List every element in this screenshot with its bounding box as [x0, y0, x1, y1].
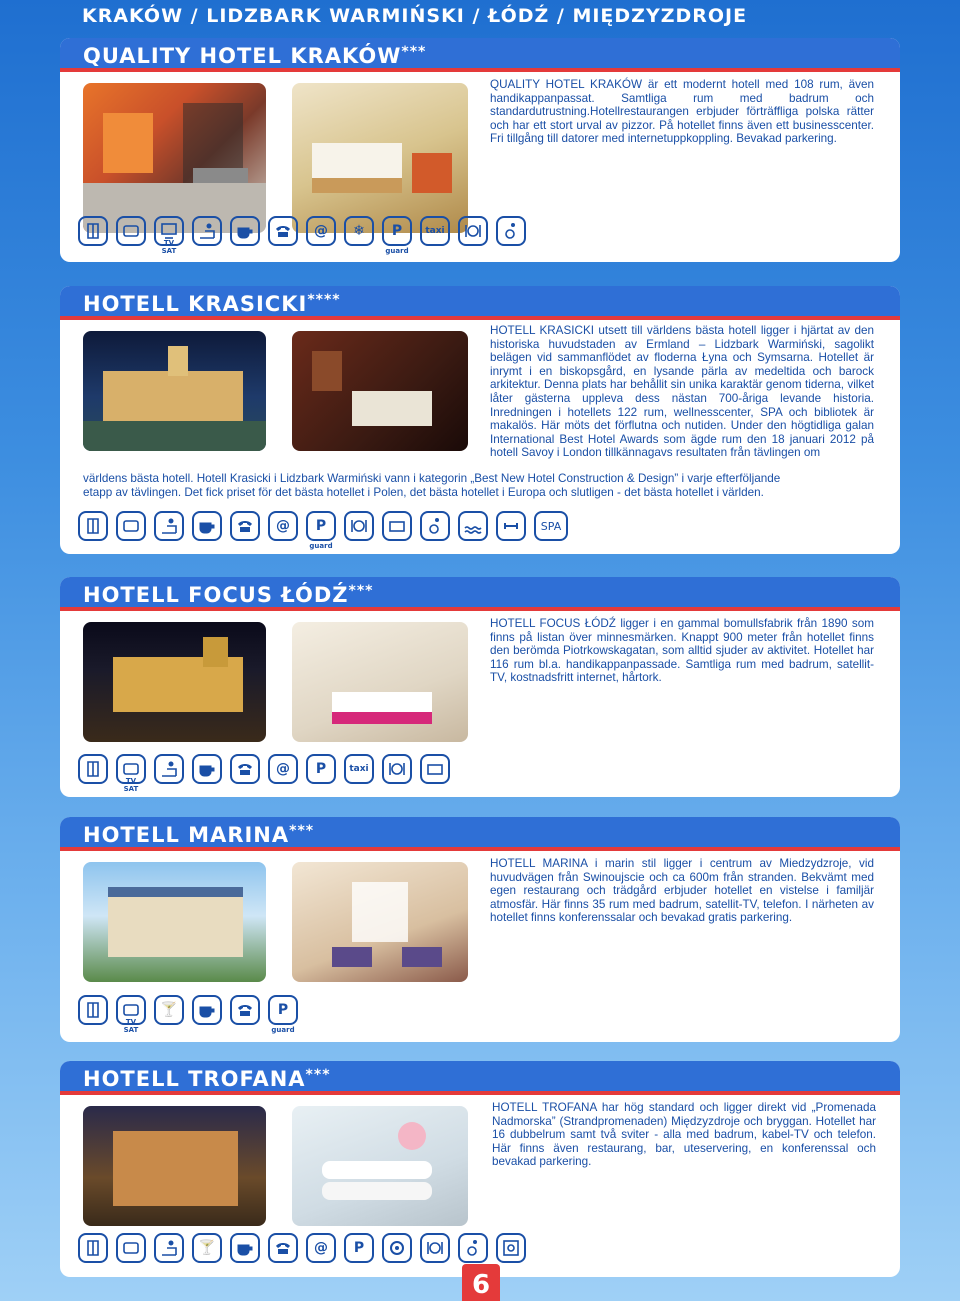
- coffee-icon: [192, 511, 222, 541]
- safe-icon: [496, 1233, 526, 1263]
- amenity-icons: [78, 995, 298, 1034]
- computer-icon: [154, 216, 184, 255]
- coffee-icon: [192, 995, 222, 1025]
- room-illustration: [292, 83, 468, 233]
- tv-sat-label: TV SAT: [123, 777, 139, 793]
- hotel-description: HOTELL MARINA i marin stil ligger i centrum av Miedzydzroje, vid huvudvägen från Swinoujscie och ca 600m från stranden. Bekvämt med egen restaurang och trädgård erbjuder hotellet en vistelse i familjär atmosfär. Här finns 35 rum med badrum, satellit-TV, telefon. I närheten av hotellet finns konferenssalar och bevakad gratis parkering.: [490, 857, 874, 925]
- wheelchair-icon: [458, 1233, 488, 1263]
- restaurant-icon: [420, 1233, 450, 1263]
- hotel-description: HOTELL FOCUS ŁÓDŹ ligger i en gammal bomullsfabrik från 1890 som finns på listan över minnesmärken. Knappt 900 meter från hotellet finns den berömda Piotrkowskagatan, som alltid sjuder av aktivitet. Hotellet har 116 rum bl.a. handikappanpassade. Samtliga rum med badrum, satellit-TV, kostnadsfritt internet, hårtork.: [490, 617, 874, 685]
- hotel-card-marina: [60, 817, 900, 1042]
- tv-icon: [116, 995, 146, 1034]
- hotel-title: HOTELL KRASICKI****: [83, 292, 341, 316]
- parking-icon: P guard: [268, 995, 298, 1025]
- alarm-icon: [382, 1233, 412, 1263]
- tv-sat-label: TV SAT: [161, 239, 177, 255]
- hotel-title: QUALITY HOTEL KRAKÓW***: [83, 44, 427, 68]
- tv-icon: [116, 1233, 146, 1263]
- amenity-icons: [78, 216, 526, 255]
- taxi-icon: taxi: [344, 754, 374, 784]
- amenity-icons: [78, 1233, 526, 1263]
- minibar-icon: [382, 511, 412, 541]
- pool-icon: [458, 511, 488, 541]
- guard-label: guard: [385, 247, 409, 255]
- at-icon: @: [306, 216, 336, 246]
- hotel-photo-building: [83, 862, 266, 982]
- hotel-title: HOTELL FOCUS ŁÓDŹ***: [83, 583, 374, 607]
- coffee-icon: [230, 216, 260, 246]
- castle-illustration: [83, 331, 266, 451]
- room-illustration: [292, 331, 468, 451]
- hotel-title-bar: [60, 1061, 900, 1095]
- tv-sat-label: TV SAT: [123, 1018, 139, 1034]
- amenity-icons: [78, 754, 450, 793]
- amenity-icons: [78, 511, 568, 550]
- restaurant-icon: [458, 216, 488, 246]
- page-header: KRAKÓW / LIDZBARK WARMIŃSKI / ŁÓDŹ / MIĘDZYZDROJE: [82, 5, 748, 27]
- building-illustration: [83, 862, 266, 982]
- spa-icon: SPA: [534, 511, 568, 541]
- hotel-stars: ***: [305, 1067, 331, 1083]
- wardrobe-icon: [78, 995, 108, 1025]
- hotel-photo-building: [83, 1106, 266, 1226]
- hotel-stars: ****: [307, 292, 341, 308]
- at-icon: @: [306, 1233, 336, 1263]
- lobby-illustration: [83, 83, 266, 233]
- hotel-photo-castle: [83, 331, 266, 451]
- reception-icon: [154, 1233, 184, 1263]
- taxi-icon: taxi: [420, 216, 450, 246]
- fitness-icon: [496, 511, 526, 541]
- hotel-title-bar: [60, 817, 900, 851]
- coffee-icon: [192, 754, 222, 784]
- bar-icon: 🍸: [154, 995, 184, 1025]
- hotel-title-bar: [60, 286, 900, 320]
- hotel-description: HOTELL TROFANA har hög standard och ligger direkt vid „Promenada Nadmorska” (Strandpromenaden) Międzyzdroje och bryggan. Hotellet har 16 dubbelrum samt två sviter - alla med badrum, kabel-TV och telefon. Här finns även restaurang, bar, uteservering, en konferenssal och bevakad parkering.: [492, 1101, 876, 1169]
- building-illustration: [83, 622, 266, 742]
- phone-icon: [268, 1233, 298, 1263]
- bar-icon: 🍸: [192, 1233, 222, 1263]
- hotel-title: HOTELL MARINA***: [83, 823, 315, 847]
- hotel-photo-towels: [292, 1106, 468, 1226]
- hotel-stars: ***: [348, 583, 374, 599]
- minibar-icon: [420, 754, 450, 784]
- hotel-photo-room: [292, 862, 468, 982]
- parking-icon: P: [306, 754, 336, 784]
- hotel-card-quality-krakow: [60, 38, 900, 262]
- at-icon: @: [268, 511, 298, 541]
- hotel-description: QUALITY HOTEL KRAKÓW är ett modernt hotell med 108 rum, även handikappanpassat. Samtliga rum med badrum och standardutrustning.Hotellrestaurangen erbjuder förträffliga polska rätter och har ett stort urval av pizzor. På hotellet finns även ett businesscenter. Fri tillgång till datorer med internetuppkoppling. Bevakad parkering.: [490, 78, 874, 146]
- hotel-card-krasicki: [60, 286, 900, 554]
- restaurant-icon: [344, 511, 374, 541]
- hotel-description: HOTELL KRASICKI utsett till världens bästa hotell ligger i hjärtat av den historiska huvudstaden av Ermland – Lidzbark Warmiński, sagolikt belägen vid sammanflödet av floderna Łyna och Symsarna. Hotellet är inrymt i en biskopsgård, en lysande pärla av medeltida och barock arkitektur. Denna plats har behållit sin unika karaktär genom tiderna, vilket låter gästerna uppleva dess nästan 700-åriga levande historia. Inredningen i hotellets 122 rum, wellnesscenter, SPA och bibliotek är makalös. Här möts det förflutna och nutiden. Under den högtidliga galan International Best Hotel Awards som ägde rum den 18 januari 2012 på hotell Savoy i London tillkännagavs resultaten från tävlingen om: [490, 324, 874, 460]
- guard-label: guard: [309, 542, 333, 550]
- page-number: 6: [471, 1270, 491, 1300]
- hotel-description-continued: etapp av tävlingen. Det fick priset för det bästa hotellet i Polen, det bästa hotellet i Europa och slutligen - det bästa hotellet i världen.: [83, 486, 764, 499]
- hotel-stars: ***: [401, 44, 427, 60]
- guard-label: guard: [271, 1026, 295, 1034]
- hotel-photo-room: [292, 83, 468, 233]
- reception-icon: [154, 754, 184, 784]
- phone-icon: [230, 511, 260, 541]
- parking-icon: P guard: [382, 216, 412, 246]
- parking-icon: P: [344, 1233, 374, 1263]
- wardrobe-icon: [78, 511, 108, 541]
- wheelchair-icon: [496, 216, 526, 246]
- hotel-stars: ***: [289, 823, 315, 839]
- hotel-card-focus-lodz: [60, 577, 900, 797]
- reception-icon: [154, 511, 184, 541]
- coffee-icon: [230, 1233, 260, 1263]
- hotel-photo-room: [292, 331, 468, 451]
- hotel-description-continued: världens bästa hotell. Hotell Krasicki i Lidzbark Warmiński vann i kategorin „Best New Hotel Construction & Design” i varje efterföljande: [83, 472, 781, 485]
- hotel-photo-room: [292, 622, 468, 742]
- tv-icon: [116, 754, 146, 793]
- room-illustration: [292, 862, 468, 982]
- building-illustration: [83, 1106, 266, 1226]
- tv-icon: [116, 216, 146, 246]
- phone-icon: [268, 216, 298, 246]
- parking-icon: P guard: [306, 511, 336, 541]
- restaurant-icon: [382, 754, 412, 784]
- at-icon: @: [268, 754, 298, 784]
- room-illustration: [292, 622, 468, 742]
- wardrobe-icon: [78, 216, 108, 246]
- hotel-title: HOTELL TROFANA***: [83, 1067, 331, 1091]
- tv-icon: [116, 511, 146, 541]
- snowflake-icon: ❄: [344, 216, 374, 246]
- towels-illustration: [292, 1106, 468, 1226]
- phone-icon: [230, 995, 260, 1025]
- phone-icon: [230, 754, 260, 784]
- wardrobe-icon: [78, 754, 108, 784]
- hotel-photo-lobby: [83, 83, 266, 233]
- hotel-card-trofana: [60, 1061, 900, 1277]
- hotel-title-bar: [60, 577, 900, 611]
- hotel-photo-building: [83, 622, 266, 742]
- wardrobe-icon: [78, 1233, 108, 1263]
- wheelchair-icon: [420, 511, 450, 541]
- reception-icon: [192, 216, 222, 246]
- hotel-title-bar: [60, 38, 900, 72]
